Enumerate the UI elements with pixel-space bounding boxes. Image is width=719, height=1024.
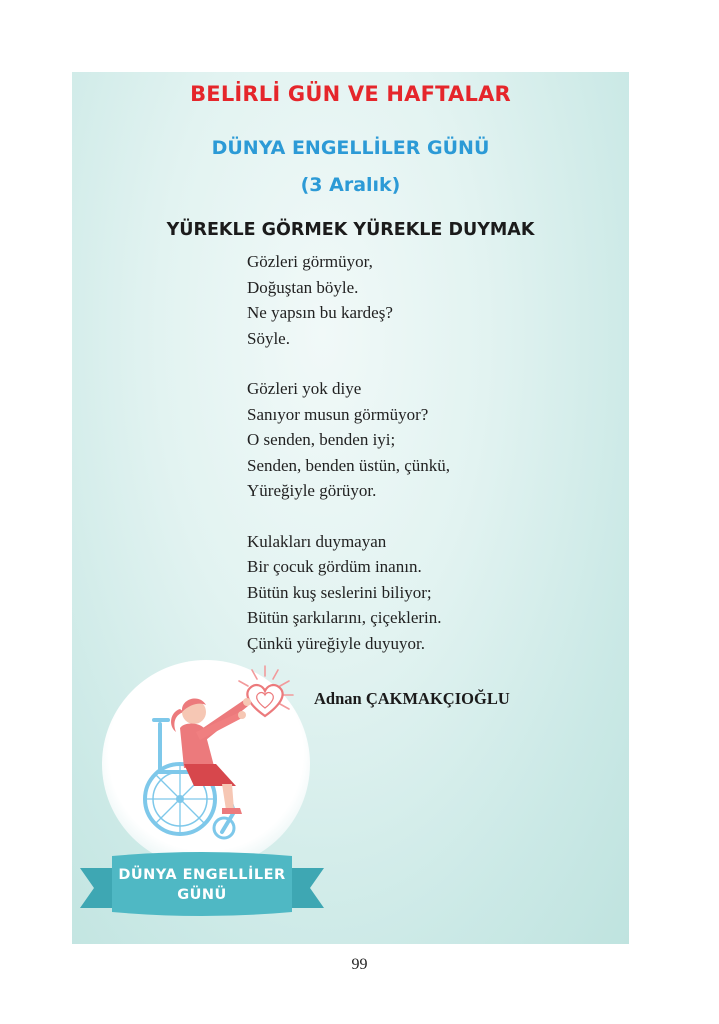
poem-line: Bütün kuş seslerini biliyor; [247, 582, 432, 602]
poem-author: Adnan ÇAKMAKÇIOĞLU [314, 689, 510, 708]
poem-line: Senden, benden üstün, çünkü, [247, 455, 451, 475]
poem-line: Ne yapsın bu kardeş? [247, 303, 393, 322]
poem-line: Sanıyor musun görmüyor? [247, 404, 429, 424]
poem-line: Kulakları duymayan [247, 531, 387, 551]
poem-line: Doğuştan böyle. [247, 277, 359, 297]
ribbon-left-end [80, 868, 116, 908]
ribbon-banner [112, 852, 292, 916]
ribbon-text-line2: GÜNÜ [177, 887, 227, 903]
wheelchair-girl-heart-illustration [72, 72, 629, 944]
day-date: (3 Aralık) [300, 174, 401, 196]
poem-line: Yüreğiyle görüyor. [247, 481, 377, 500]
poem-line: Gözleri yok diye [247, 379, 362, 398]
poem-line: Bir çocuk gördüm inanın. [247, 557, 422, 576]
page-number: 99 [351, 956, 368, 973]
day-title: DÜNYA ENGELLİLER GÜNÜ [211, 137, 490, 159]
poem-line: Çünkü yüreğiyle duyuyor. [247, 633, 426, 653]
poem-line: O senden, benden iyi; [247, 430, 396, 449]
section-heading: BELİRLİ GÜN VE HAFTALAR [190, 82, 511, 106]
poem-title: YÜREKLE GÖRMEK YÜREKLE DUYMAK [166, 220, 535, 240]
poem-line: Bütün şarkılarını, çiçeklerin. [247, 608, 442, 627]
poem-line: Gözleri görmüyor, [247, 252, 373, 271]
ribbon-right-end [288, 868, 324, 908]
page-panel [72, 72, 629, 944]
ribbon-text-line1: DÜNYA ENGELLİLER [118, 867, 286, 883]
poem-line: Söyle. [247, 328, 290, 348]
